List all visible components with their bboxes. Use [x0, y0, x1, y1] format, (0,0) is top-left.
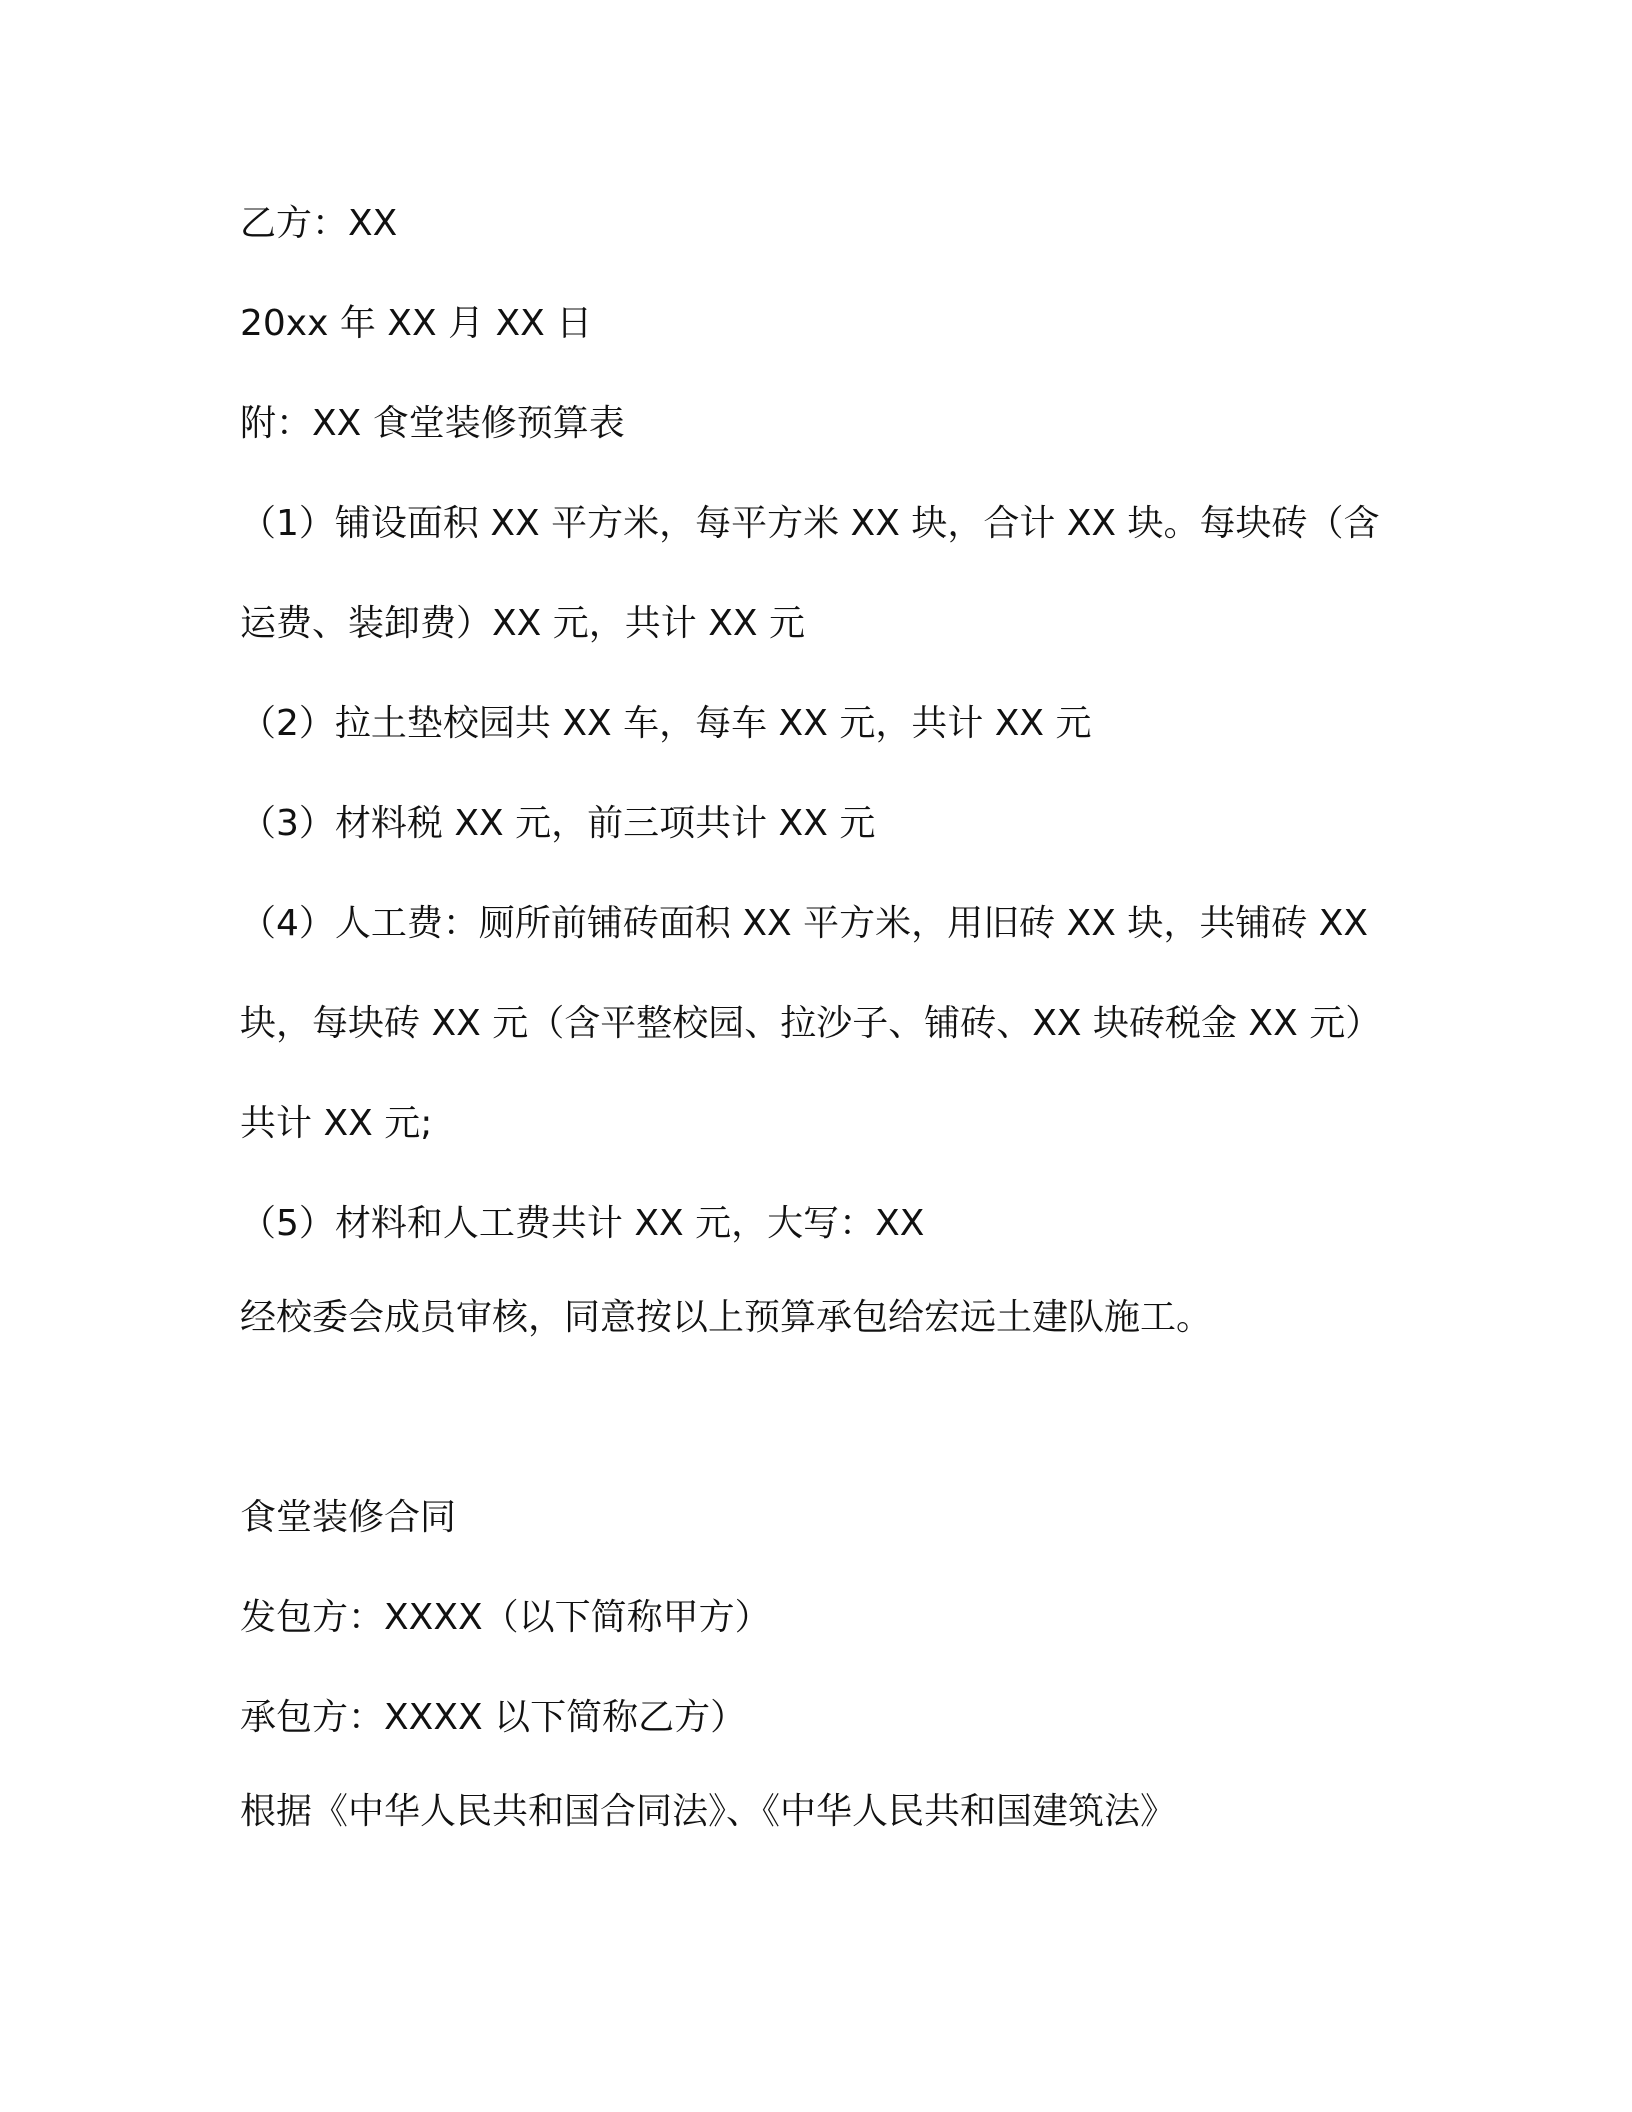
budget-item-4-line-2: 块，每块砖 XX 元（含平整校园、拉沙子、铺砖、XX 块砖税金 XX 元） [240, 1003, 1382, 1044]
budget-item-4-line-3: 共计 XX 元; [240, 1103, 433, 1144]
budget-item-1-line-1: （1）铺设面积 XX 平方米，每平方米 XX 块，合计 XX 块。每块砖（含 [240, 503, 1380, 544]
budget-item-5: （5）材料和人工费共计 XX 元，大写：XX [240, 1203, 925, 1244]
contractor-line: 承包方：XXXX 以下简称乙方） [240, 1697, 747, 1738]
employer-line: 发包方：XXXX（以下简称甲方） [240, 1597, 771, 1638]
budget-item-3: （3）材料税 XX 元，前三项共计 XX 元 [240, 803, 876, 844]
budget-table-title: 附：XX 食堂装修预算表 [240, 403, 625, 444]
approval-statement: 经校委会成员审核，同意按以上预算承包给宏远土建队施工。 [240, 1297, 1213, 1338]
budget-item-1-line-2: 运费、装卸费）XX 元，共计 XX 元 [240, 603, 805, 644]
date-line: 20xx 年 XX 月 XX 日 [240, 303, 593, 344]
contract-title: 食堂装修合同 [240, 1497, 457, 1538]
budget-item-4-line-1: （4）人工费：厕所前铺砖面积 XX 平方米，用旧砖 XX 块，共铺砖 XX [240, 903, 1369, 944]
legal-basis-line: 根据《中华人民共和国合同法》、《中华人民共和国建筑法》 [240, 1791, 1177, 1832]
budget-item-2: （2）拉土垫校园共 XX 车，每车 XX 元，共计 XX 元 [240, 703, 1092, 744]
party-b-line: 乙方：XX [240, 203, 398, 244]
